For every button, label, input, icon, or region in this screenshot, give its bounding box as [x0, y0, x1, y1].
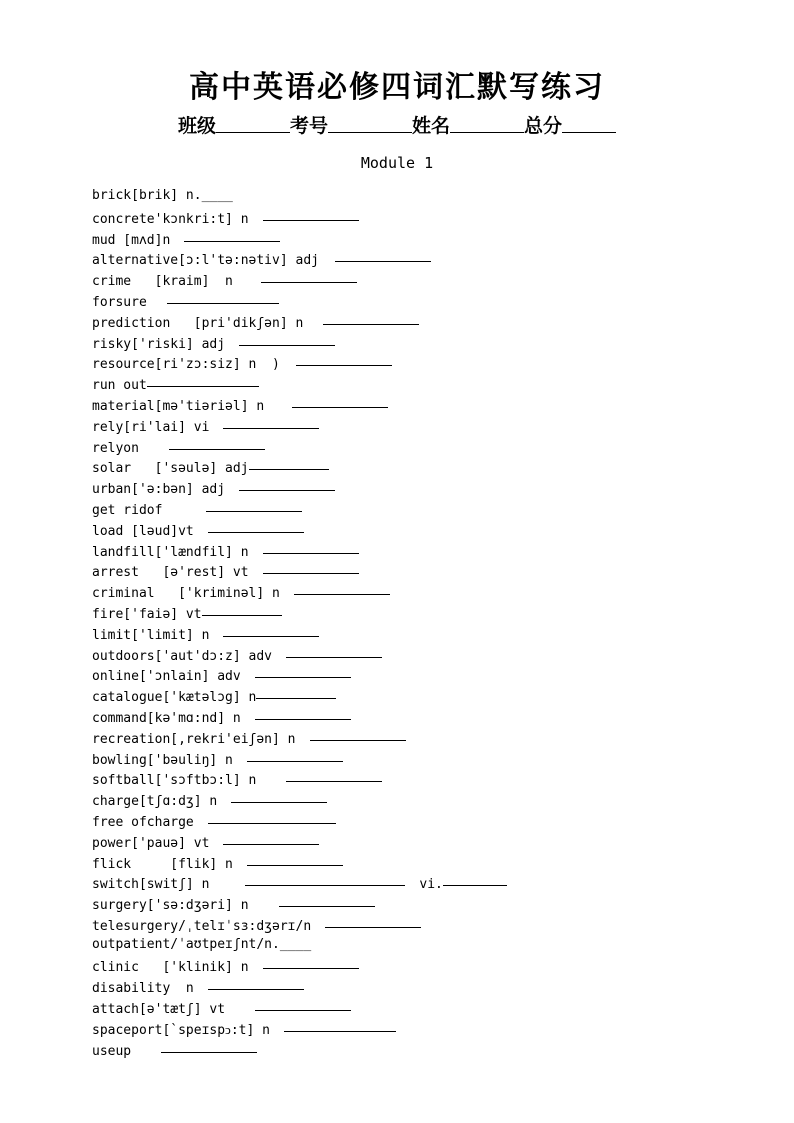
- class-blank[interactable]: [216, 114, 290, 133]
- vocabulary-word: flick [flik] n: [92, 856, 233, 872]
- vocabulary-word: prediction [pri'dikʃən] n: [92, 315, 304, 331]
- answer-blank[interactable]: [161, 1039, 257, 1053]
- vocabulary-item: [92, 581, 507, 602]
- vocabulary-item: [92, 831, 507, 852]
- vocabulary-word: get ridof: [92, 502, 163, 518]
- score-label: 总分: [524, 115, 563, 137]
- score-blank[interactable]: [562, 114, 616, 133]
- vocabulary-word: switch[switʃ] n: [92, 877, 210, 893]
- page-title: 高中英语必修四词汇默写练习: [189, 70, 605, 105]
- vocabulary-word: clinic ['klinik] n: [92, 960, 249, 976]
- answer-blank[interactable]: [263, 540, 359, 554]
- extra-label: vi.: [419, 877, 443, 893]
- vocabulary-word: load [ləud]vt: [92, 523, 194, 539]
- vocabulary-item: [92, 789, 507, 810]
- vocabulary-item: [92, 373, 507, 394]
- vocabulary-item: [92, 976, 507, 997]
- answer-blank[interactable]: [231, 789, 327, 803]
- answer-blank[interactable]: [202, 602, 282, 616]
- vocabulary-word: crime [kraim] n: [92, 274, 233, 290]
- vocabulary-word: forsure: [92, 294, 147, 310]
- vocabulary-item: [92, 290, 507, 311]
- vocabulary-item: [92, 186, 507, 207]
- vocabulary-word: mud [mʌd]n: [92, 232, 171, 248]
- vocabulary-item: [92, 560, 507, 581]
- vocabulary-word: bowling['bəuliŋ] n: [92, 752, 233, 768]
- vocabulary-word: recreation[,rekri'eiʃən] n: [92, 731, 296, 747]
- vocabulary-word: brick[brik] n.____: [92, 188, 233, 203]
- vocabulary-item: [92, 997, 507, 1018]
- vocabulary-item: [92, 727, 507, 748]
- vocabulary-item: [92, 415, 507, 436]
- answer-blank[interactable]: [239, 477, 335, 491]
- answer-blank[interactable]: [263, 560, 359, 574]
- name-label: 姓名: [412, 115, 451, 137]
- vocabulary-word: risky['riski] adj: [92, 336, 226, 352]
- vocabulary-word: limit['limit] n: [92, 627, 210, 643]
- name-blank[interactable]: [450, 114, 524, 133]
- answer-blank[interactable]: [296, 352, 392, 366]
- vocabulary-item: [92, 1018, 507, 1039]
- vocabulary-item: [92, 935, 507, 956]
- vocabulary-item: [92, 914, 507, 935]
- vocabulary-word: outdoors['aut'dɔ:z] adv: [92, 648, 273, 664]
- answer-blank[interactable]: [245, 872, 405, 886]
- vocabulary-word: alternative[ɔ:l'tə:nətiv] adj: [92, 253, 319, 269]
- answer-blank[interactable]: [184, 228, 280, 242]
- vocabulary-word: outpatient/ˈaʊtpeɪʃnt/n.____: [92, 936, 312, 952]
- vocabulary-item: [92, 519, 507, 540]
- vocabulary-word: catalogue['kætəlɔg] n: [92, 690, 257, 706]
- vocabulary-item: [92, 311, 507, 332]
- vocabulary-item: [92, 269, 507, 290]
- answer-blank[interactable]: [147, 373, 259, 387]
- answer-blank[interactable]: [263, 207, 359, 221]
- class-label: 班级: [177, 115, 216, 137]
- answer-blank[interactable]: [261, 269, 357, 283]
- vocabulary-item: [92, 706, 507, 727]
- answer-blank[interactable]: [284, 1018, 396, 1032]
- vocabulary-word: free ofcharge: [92, 814, 194, 830]
- vocabulary-item: [92, 248, 507, 269]
- answer-blank[interactable]: [286, 644, 382, 658]
- vocabulary-item: [92, 436, 507, 457]
- answer-blank[interactable]: [169, 436, 265, 450]
- vocabulary-item: [92, 394, 507, 415]
- vocabulary-item: [92, 852, 507, 873]
- vocabulary-item: [92, 352, 507, 373]
- vocabulary-word: criminal ['kriminəl] n: [92, 586, 280, 602]
- answer-blank[interactable]: [247, 852, 343, 866]
- vocabulary-item: [92, 748, 507, 769]
- answer-blank[interactable]: [208, 810, 336, 824]
- vocabulary-word: landfill['lændfil] n: [92, 544, 249, 560]
- vocabulary-word: command[kə'mɑ:nd] n: [92, 710, 241, 726]
- answer-blank[interactable]: [335, 248, 431, 262]
- vocabulary-item: [92, 810, 507, 831]
- vocabulary-list: [92, 186, 507, 1059]
- vocabulary-item: [92, 685, 507, 706]
- vocabulary-item: [92, 332, 507, 353]
- answer-blank[interactable]: [279, 893, 375, 907]
- vocabulary-word: spaceport[`speɪspↄ:t] n: [92, 1022, 270, 1038]
- answer-blank[interactable]: [208, 976, 304, 990]
- vocabulary-item: [92, 768, 507, 789]
- vocabulary-item: [92, 498, 507, 519]
- answer-blank[interactable]: [208, 519, 304, 533]
- vocabulary-word: attach[ə'tætʃ] vt: [92, 1002, 226, 1018]
- answer-blank[interactable]: [256, 685, 336, 699]
- vocabulary-item: [92, 477, 507, 498]
- vocabulary-word: charge[tʃɑ:dʒ] n: [92, 794, 218, 810]
- vocabulary-item: [92, 664, 507, 685]
- vocabulary-word: concrete'kɔnkri:t] n: [92, 211, 249, 227]
- vocabulary-word: fire['faiə] vt: [92, 606, 202, 622]
- answer-blank[interactable]: [323, 311, 419, 325]
- vocabulary-item: [92, 872, 507, 893]
- vocabulary-item: [92, 540, 507, 561]
- answer-blank[interactable]: [255, 997, 351, 1011]
- vocabulary-word: material[mə'tiəriəl] n: [92, 398, 265, 414]
- answer-blank[interactable]: [249, 456, 329, 470]
- answer-blank[interactable]: [206, 498, 302, 512]
- vocabulary-word: disability n: [92, 981, 194, 997]
- vocabulary-item: [92, 623, 507, 644]
- vocabulary-word: softball['sɔftbɔ:l] n: [92, 773, 257, 789]
- vocabulary-item: [92, 602, 507, 623]
- answer-blank[interactable]: [255, 664, 351, 678]
- vocabulary-word: power['pauə] vt: [92, 835, 210, 851]
- student-info-line: [0, 111, 794, 138]
- vocabulary-word: resource[ri'zɔ:siz] n ): [92, 357, 280, 373]
- number-label: 考号: [289, 115, 328, 137]
- vocabulary-item: [92, 228, 507, 249]
- vocabulary-word: arrest [ə'rest] vt: [92, 565, 249, 581]
- answer-blank[interactable]: [310, 727, 406, 741]
- vocabulary-item: [92, 207, 507, 228]
- answer-blank[interactable]: [223, 415, 319, 429]
- answer-blank[interactable]: [255, 706, 351, 720]
- vocabulary-item: [92, 456, 507, 477]
- answer-blank[interactable]: [325, 914, 421, 928]
- answer-blank[interactable]: [239, 332, 335, 346]
- vocabulary-word: telesurgery/ˌtelɪˈsɜ:dʒərɪ/n: [92, 918, 312, 934]
- vocabulary-word: run out: [92, 378, 147, 394]
- vocabulary-item: [92, 1039, 507, 1060]
- answer-blank[interactable]: [223, 831, 319, 845]
- vocabulary-word: online['ɔnlain] adv: [92, 669, 241, 685]
- answer-blank[interactable]: [223, 623, 319, 637]
- vocabulary-word: relyon: [92, 440, 139, 456]
- number-blank[interactable]: [328, 114, 412, 133]
- answer-blank[interactable]: [247, 748, 343, 762]
- vocabulary-word: surgery['sə:dʒəri] n: [92, 898, 249, 914]
- answer-blank[interactable]: [167, 290, 279, 304]
- answer-blank[interactable]: [294, 581, 390, 595]
- vocabulary-item: [92, 955, 507, 976]
- answer-blank[interactable]: [286, 768, 382, 782]
- answer-blank[interactable]: [292, 394, 388, 408]
- vocabulary-word: rely[ri'lai] vi: [92, 419, 210, 435]
- vocabulary-item: [92, 893, 507, 914]
- module-heading: Module 1: [360, 154, 434, 172]
- vocabulary-word: urban['ə:bən] adj: [92, 482, 226, 498]
- answer-blank[interactable]: [263, 955, 359, 969]
- answer-blank[interactable]: [443, 872, 507, 886]
- vocabulary-item: [92, 644, 507, 665]
- vocabulary-word: solar ['səulə] adj: [92, 461, 249, 477]
- vocabulary-word: useup: [92, 1043, 132, 1059]
